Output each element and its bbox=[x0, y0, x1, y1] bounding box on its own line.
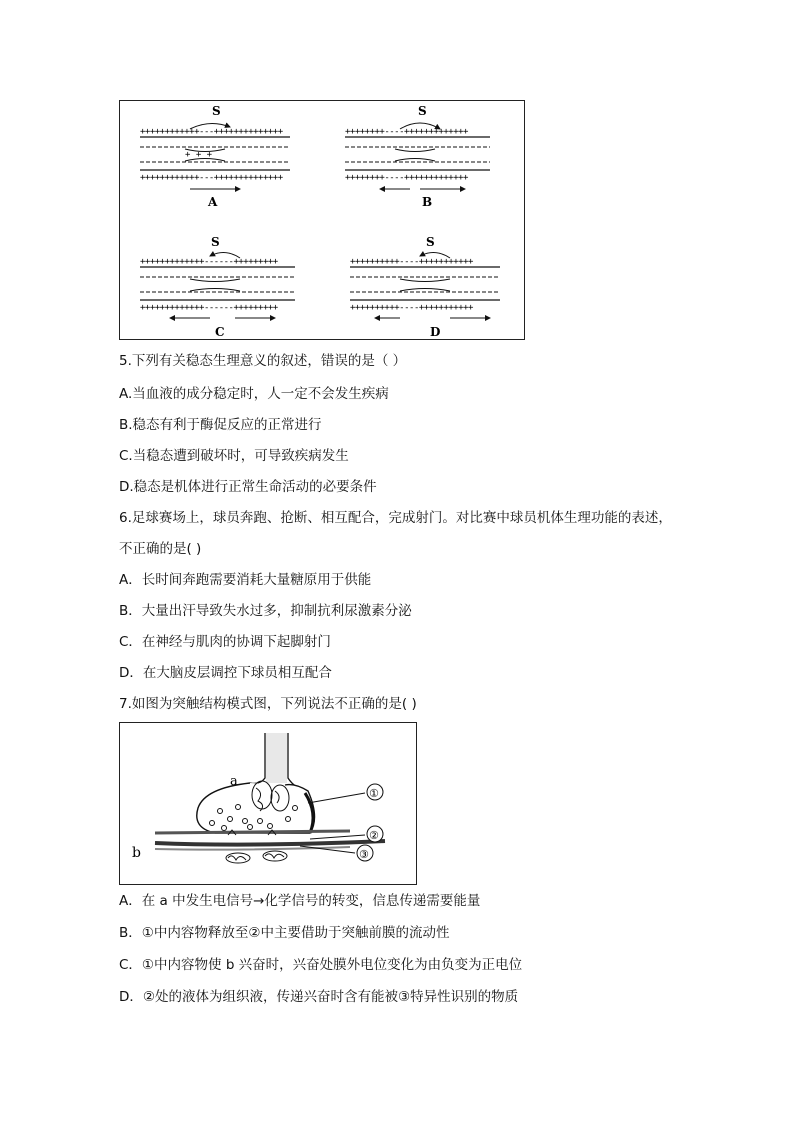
q7-option-a: A．在 a 中发生电信号→化学信号的转变，信息传递需要能量 bbox=[119, 893, 481, 909]
svg-text:++++++++----+++++++++++++: ++++++++----+++++++++++++ bbox=[345, 173, 468, 183]
q6-option-b: B．大量出汗导致失水过多，抑制抗利尿激素分泌 bbox=[119, 603, 412, 619]
synapse-callout-1: ① bbox=[369, 787, 379, 800]
q5-option-b: B.稳态有利于酶促反应的正常进行 bbox=[119, 417, 322, 433]
q6-option-d: D．在大脑皮层调控下球员相互配合 bbox=[119, 665, 332, 681]
synapse-label-b: b bbox=[132, 845, 141, 861]
q7-option-d: D．②处的液体为组织液，传递兴奋时含有能被③特异性识别的物质 bbox=[119, 989, 519, 1005]
q6-option-c: C．在神经与肌肉的协调下起脚射门 bbox=[119, 634, 331, 650]
q5-option-a: A.当血液的成分稳定时，人一定不会发生疾病 bbox=[119, 386, 389, 402]
svg-text:+++++++++++++------+++++++++: +++++++++++++------+++++++++ bbox=[140, 257, 278, 267]
synapse-callout-3: ③ bbox=[359, 848, 369, 861]
synapse-label-a: a bbox=[230, 774, 238, 789]
q7-option-c: C．①中内容物使 b 兴奋时，兴奋处膜外电位变化为由负变为正电位 bbox=[119, 957, 523, 973]
panel-b-stim: S bbox=[418, 104, 427, 118]
q7-option-b: B．①中内容物释放至②中主要借助于突触前膜的流动性 bbox=[119, 925, 450, 941]
panel-c-stim: S bbox=[211, 235, 220, 249]
panel-c bbox=[140, 235, 295, 339]
q5-stem: 5.下列有关稳态生理意义的叙述，错误的是（ ） bbox=[119, 353, 407, 369]
svg-text:++++++++++++---++++++++++++++: ++++++++++++---++++++++++++++ bbox=[140, 173, 283, 183]
q6-option-a: A．长时间奔跑需要消耗大量糖原用于供能 bbox=[119, 572, 372, 588]
svg-text:++++++++++----+++++++++++: ++++++++++----+++++++++++ bbox=[350, 303, 473, 313]
panel-d bbox=[350, 235, 500, 339]
nerve-conduction-svg bbox=[120, 101, 526, 341]
panel-a bbox=[140, 104, 290, 209]
panel-d-label: D bbox=[430, 325, 441, 339]
nerve-conduction-figure bbox=[119, 100, 525, 340]
q5-option-d: D.稳态是机体进行正常生命活动的必要条件 bbox=[119, 479, 377, 495]
panel-b bbox=[345, 104, 490, 209]
q7-stem: 7.如图为突触结构模式图，下列说法不正确的是( ) bbox=[119, 696, 417, 712]
q5-option-c: C.当稳态遭到破坏时，可导致疾病发生 bbox=[119, 448, 349, 464]
panel-a-stim: S bbox=[212, 104, 221, 118]
synapse-callout-2: ② bbox=[369, 829, 379, 842]
svg-text:+++++++++++++------+++++++++: +++++++++++++------+++++++++ bbox=[140, 303, 278, 313]
panel-d-stim: S bbox=[426, 235, 435, 249]
svg-text:++++++++++++---++++++++++++++: ++++++++++++---++++++++++++++ bbox=[140, 127, 283, 137]
q6-stem-line2: 不正确的是( ) bbox=[119, 541, 202, 557]
svg-text:++++++++----+++++++++++++: ++++++++----+++++++++++++ bbox=[345, 127, 468, 137]
svg-text:++++++++++----+++++++++++: ++++++++++----+++++++++++ bbox=[350, 257, 473, 267]
panel-a-label: A bbox=[208, 195, 218, 209]
synapse-figure bbox=[119, 722, 417, 885]
synapse-svg bbox=[120, 723, 418, 886]
svg-text:+ + +: + + + bbox=[185, 150, 213, 160]
panel-b-label: B bbox=[422, 195, 433, 209]
q6-stem-line1: 6.足球赛场上，球员奔跑、抢断、相互配合，完成射门。对比赛中球员机体生理功能的表述， bbox=[119, 510, 672, 526]
panel-c-label: C bbox=[215, 325, 225, 339]
